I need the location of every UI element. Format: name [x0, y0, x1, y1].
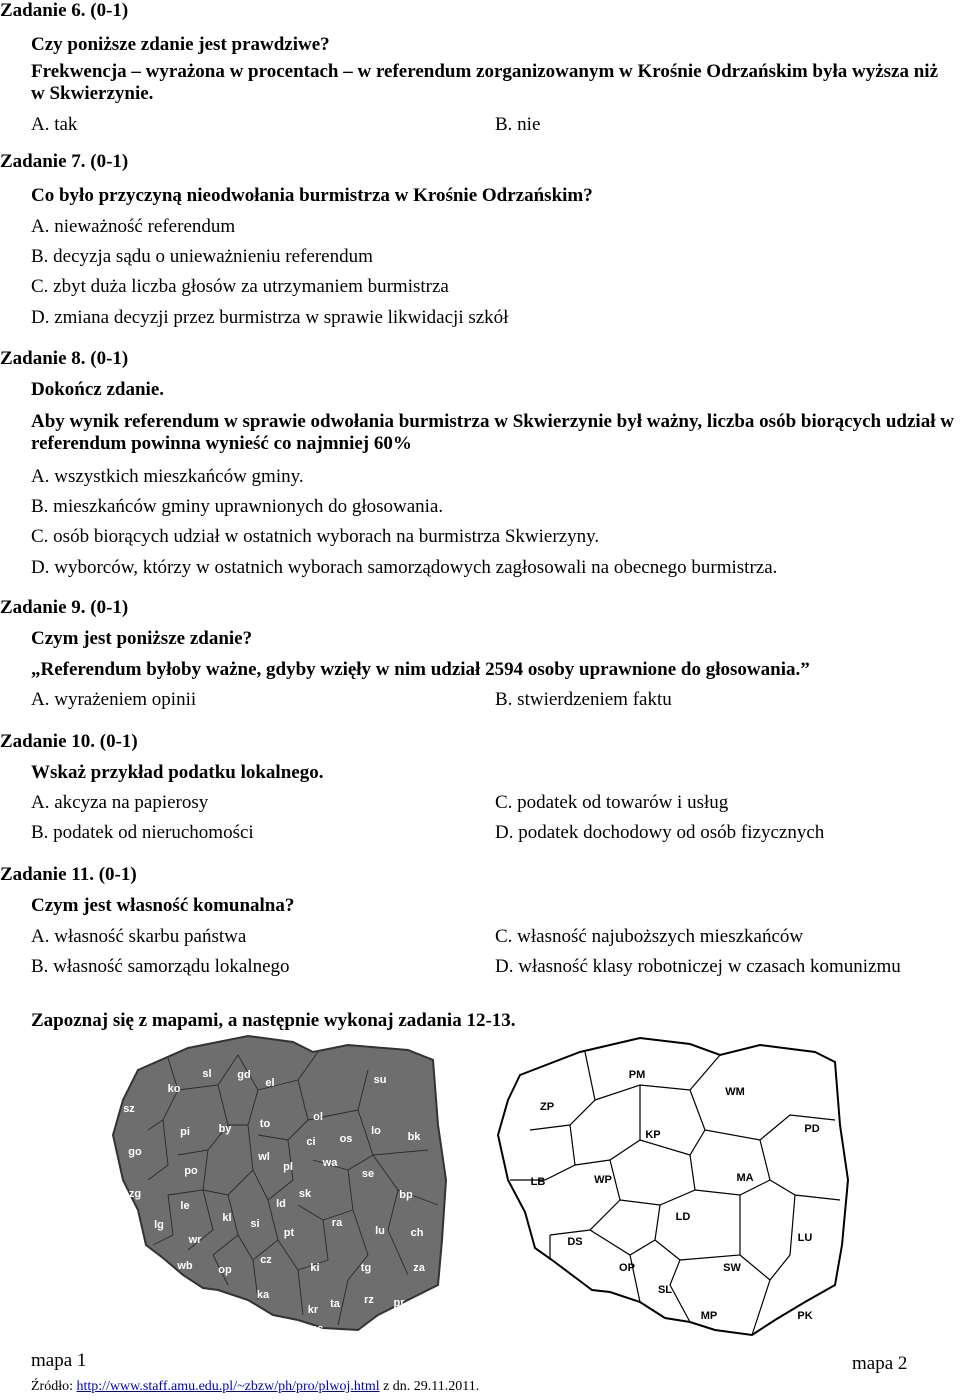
- map1-label-sz: sz: [123, 1103, 135, 1115]
- map1-label-os: os: [339, 1133, 353, 1145]
- map1-label-wa: wa: [322, 1157, 338, 1169]
- map2-label-ma: MA: [736, 1172, 754, 1184]
- map1-label-ch: ch: [410, 1227, 424, 1239]
- task-10-title: Zadanie 10. (0-1): [0, 731, 138, 752]
- map2-label-lu: LU: [797, 1232, 813, 1244]
- map1-label-pi: pi: [180, 1126, 190, 1138]
- map1-label-se: se: [361, 1168, 375, 1180]
- map-1-country-shape: [113, 1036, 446, 1330]
- task-8-option-b[interactable]: B. mieszkańców gminy uprawnionych do głosowania.: [31, 496, 444, 517]
- map1-label-gd: gd: [237, 1069, 251, 1081]
- map2-label-ds: DS: [567, 1236, 583, 1248]
- task-11-title: Zadanie 11. (0-1): [0, 864, 137, 885]
- task-9-title: Zadanie 9. (0-1): [0, 597, 129, 618]
- task-9-option-a[interactable]: A. wyrażeniem opinii: [31, 689, 197, 710]
- map1-label-to: to: [259, 1118, 271, 1130]
- task-11-option-a[interactable]: A. własność skarbu państwa: [31, 926, 247, 947]
- task-7-option-b[interactable]: B. decyzja sądu o unieważnieniu referendum: [31, 246, 373, 267]
- task-6-option-a[interactable]: A. tak: [31, 114, 78, 135]
- map2-label-ld: LD: [675, 1211, 691, 1223]
- source-link[interactable]: http://www.staff.amu.edu.pl/~zbzw/ph/pro/plwoj.html: [76, 1379, 380, 1394]
- task-8-option-c[interactable]: C. osób biorących udział w ostatnich wyborach na burmistrza Skwierzyny.: [31, 526, 600, 547]
- map1-label-bp: bp: [399, 1189, 413, 1201]
- map2-label-mp: MP: [700, 1310, 718, 1322]
- map1-label-ci: ci: [306, 1136, 316, 1148]
- maps-instruction: Zapoznaj się z mapami, a następnie wykonaj zadania 12-13.: [31, 1010, 516, 1031]
- map1-label-ta: ta: [330, 1298, 340, 1310]
- map-2-caption: mapa 2: [852, 1353, 908, 1374]
- task-7-option-c[interactable]: C. zbyt duża liczba głosów za utrzymaniem burmistrza: [31, 276, 449, 297]
- map1-label-kr: kr: [307, 1304, 319, 1316]
- task-8-option-d[interactable]: D. wyborców, którzy w ostatnich wyborach samorządowych zagłosowali na obecnego burmistrza.: [31, 557, 778, 578]
- map1-label-si: si: [250, 1218, 260, 1230]
- task-10-question: Wskaż przykład podatku lokalnego.: [31, 762, 324, 783]
- source-date: z dn. 29.11.2011.: [379, 1379, 480, 1394]
- map1-label-wb: wb: [177, 1260, 193, 1272]
- map1-label-op: op: [218, 1264, 232, 1276]
- map1-label-le: le: [180, 1200, 190, 1212]
- task-8-title: Zadanie 8. (0-1): [0, 348, 129, 369]
- task-10-option-d[interactable]: D. podatek dochodowy od osób fizycznych: [495, 822, 825, 843]
- map1-label-rz: rz: [364, 1294, 374, 1306]
- map1-label-su: su: [373, 1074, 387, 1086]
- map1-label-ka: ka: [256, 1289, 270, 1301]
- map1-label-lo: lo: [371, 1125, 381, 1137]
- map2-label-pk: PK: [797, 1310, 813, 1322]
- map1-label-by: by: [218, 1123, 232, 1135]
- task-9-question: Czym jest poniższe zdanie?: [31, 628, 253, 649]
- map2-label-kp: KP: [645, 1129, 661, 1141]
- task-9-statement: „Referendum byłoby ważne, gdyby wzięły w nim udział 2594 osoby uprawnione do głosowania.”: [31, 659, 810, 680]
- map1-label-ol: ol: [313, 1111, 323, 1123]
- map2-label-wp: WP: [594, 1174, 612, 1186]
- map2-label-lb: LB: [530, 1176, 546, 1188]
- task-11-option-b[interactable]: B. własność samorządu lokalnego: [31, 956, 290, 977]
- task-6-title: Zadanie 6. (0-1): [0, 0, 129, 21]
- task-10-option-a[interactable]: A. akcyza na papierosy: [31, 792, 209, 813]
- task-7-option-d[interactable]: D. zmiana decyzji przez burmistrza w sprawie likwidacji szkół: [31, 307, 509, 328]
- task-7-question: Co było przyczyną nieodwołania burmistrza w Krośnie Odrzańskim?: [31, 185, 593, 206]
- map1-label-ko: ko: [167, 1083, 181, 1095]
- map-1-powiats: [108, 1030, 458, 1355]
- map1-label-ns: ns: [310, 1323, 324, 1335]
- task-6-question: Czy poniższe zdanie jest prawdziwe?: [31, 34, 330, 55]
- map1-label-kl: kl: [222, 1212, 232, 1224]
- task-8-statement: Aby wynik referendum w sprawie odwołania burmistrza w Skwierzynie był ważny, liczba osób biorących udział w referendum powinna wynieść co najmniej 60%: [31, 411, 954, 454]
- map1-label-pl: pl: [283, 1161, 293, 1173]
- task-11-option-d[interactable]: D. własność klasy robotniczej w czasach komunizmu: [495, 956, 901, 977]
- source-line: [31, 1378, 479, 1396]
- map1-label-za: za: [413, 1262, 425, 1274]
- map2-label-sl: SL: [657, 1284, 673, 1296]
- map1-label-ra: ra: [331, 1217, 343, 1229]
- map1-label-bk: bk: [407, 1131, 421, 1143]
- map1-label-go: go: [128, 1146, 142, 1158]
- task-7-option-a[interactable]: A. nieważność referendum: [31, 216, 236, 237]
- task-11-option-c[interactable]: C. własność najuboższych mieszkańców: [495, 926, 804, 947]
- map1-label-jg: jg: [134, 1237, 144, 1249]
- map1-label-cz: cz: [260, 1254, 272, 1266]
- map2-label-pm: PM: [628, 1069, 646, 1081]
- task-9-option-b[interactable]: B. stwierdzeniem faktu: [495, 689, 672, 710]
- map1-label-sl: sl: [202, 1068, 212, 1080]
- map2-label-wm: WM: [725, 1086, 745, 1098]
- map1-label-sk: sk: [298, 1188, 312, 1200]
- map2-label-sw: SW: [723, 1262, 741, 1274]
- map1-label-lu: lu: [375, 1225, 385, 1237]
- map2-label-op: OP: [619, 1262, 635, 1274]
- task-11-question: Czym jest własność komunalna?: [31, 895, 295, 916]
- map1-label-ks: ks: [369, 1326, 383, 1338]
- task-6-option-b[interactable]: B. nie: [495, 114, 541, 135]
- task-8-option-a[interactable]: A. wszystkich mieszkańców gminy.: [31, 466, 304, 487]
- map-2-voivodeships: [490, 1030, 860, 1350]
- map1-label-wl: wl: [258, 1151, 270, 1163]
- source-prefix: Źródło:: [31, 1379, 77, 1394]
- map2-label-pd: PD: [804, 1123, 820, 1135]
- map1-label-ki: ki: [310, 1262, 320, 1274]
- task-7-title: Zadanie 7. (0-1): [0, 151, 129, 172]
- map1-label-ld: ld: [276, 1198, 286, 1210]
- map2-label-zp: ZP: [539, 1101, 555, 1113]
- task-6-statement: Frekwencja – wyrażona w procentach – w referendum zorganizowanym w Krośnie Odrzańskim była wyższa niż w Skwierzynie.: [31, 61, 938, 104]
- task-10-option-b[interactable]: B. podatek od nieruchomości: [31, 822, 254, 843]
- map1-label-el: el: [265, 1077, 275, 1089]
- map1-label-zg: zg: [128, 1188, 142, 1200]
- map1-label-wr: wr: [188, 1234, 202, 1246]
- map-1-caption: mapa 1: [31, 1350, 87, 1371]
- map1-label-tg: tg: [360, 1262, 372, 1274]
- map1-label-lg: lg: [154, 1219, 164, 1231]
- task-10-option-c[interactable]: C. podatek od towarów i usług: [495, 792, 729, 813]
- task-8-question: Dokończ zdanie.: [31, 379, 164, 400]
- map1-label-po: po: [184, 1165, 198, 1177]
- map1-label-pr: pr: [393, 1297, 405, 1309]
- map1-label-pt: pt: [283, 1227, 295, 1239]
